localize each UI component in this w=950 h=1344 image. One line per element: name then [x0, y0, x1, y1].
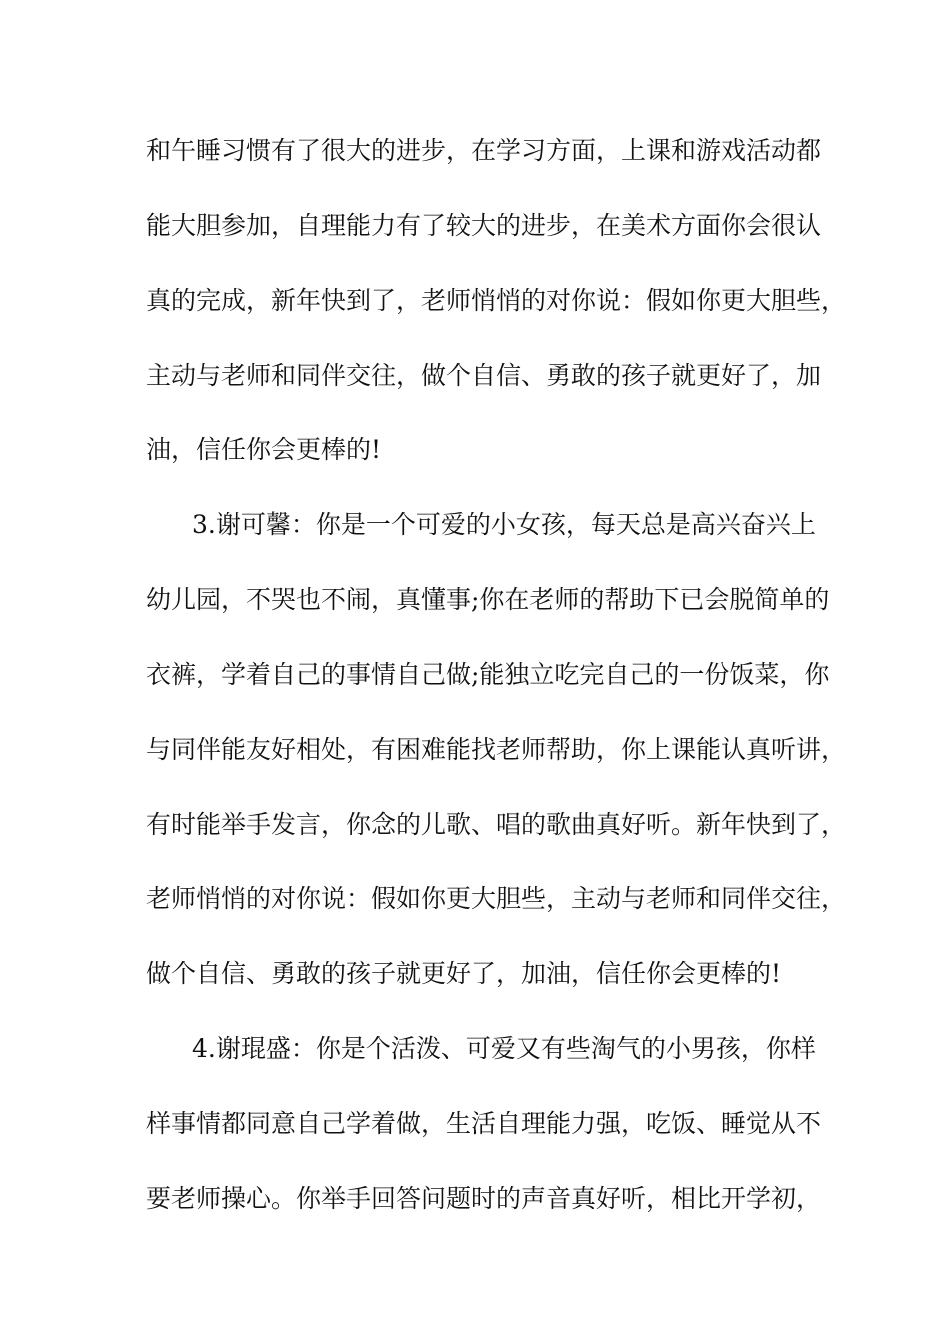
- text-line: 有时能举手发言，你念的儿歌、唱的歌曲真好听。新年快到了，: [146, 810, 847, 839]
- text-line: 样事情都同意自己学着做，生活自理能力强，吃饭、睡觉从不: [146, 1109, 822, 1138]
- text-line: 要老师操心。你举手回答问题时的声音真好听，相比开学初，: [146, 1184, 822, 1213]
- paragraph-3-first-line: 3.谢可馨：你是一个可爱的小女孩，每天总是高兴奋兴上: [192, 510, 816, 539]
- text-line: 衣裤，学着自己的事情自己做;能独立吃完自己的一份饭菜，你: [146, 660, 830, 689]
- text-line: 真的完成，新年快到了，老师悄悄的对你说：假如你更大胆些，: [146, 286, 847, 315]
- text-line: 能大胆参加，自理能力有了较大的进步，在美术方面你会很认: [146, 211, 822, 240]
- text-line: 与同伴能友好相处，有困难能找老师帮助，你上课能认真听讲，: [146, 735, 847, 764]
- text-line: 幼儿园，不哭也不闹，真懂事;你在老师的帮助下已会脱简单的: [146, 585, 830, 614]
- paragraph-4-first-line: 4.谢琨盛：你是个活泼、可爱又有些淘气的小男孩，你样: [192, 1034, 816, 1063]
- text-line: 做个自信、勇敢的孩子就更好了，加油，信任你会更棒的!: [146, 959, 782, 988]
- text-line: 老师悄悄的对你说：假如你更大胆些，主动与老师和同伴交往，: [146, 884, 847, 913]
- text-line: 油，信任你会更棒的!: [146, 435, 382, 464]
- text-line: 主动与老师和同伴交往，做个自信、勇敢的孩子就更好了，加: [146, 361, 822, 390]
- text-line: 和午睡习惯有了很大的进步，在学习方面，上课和游戏活动都: [146, 136, 822, 165]
